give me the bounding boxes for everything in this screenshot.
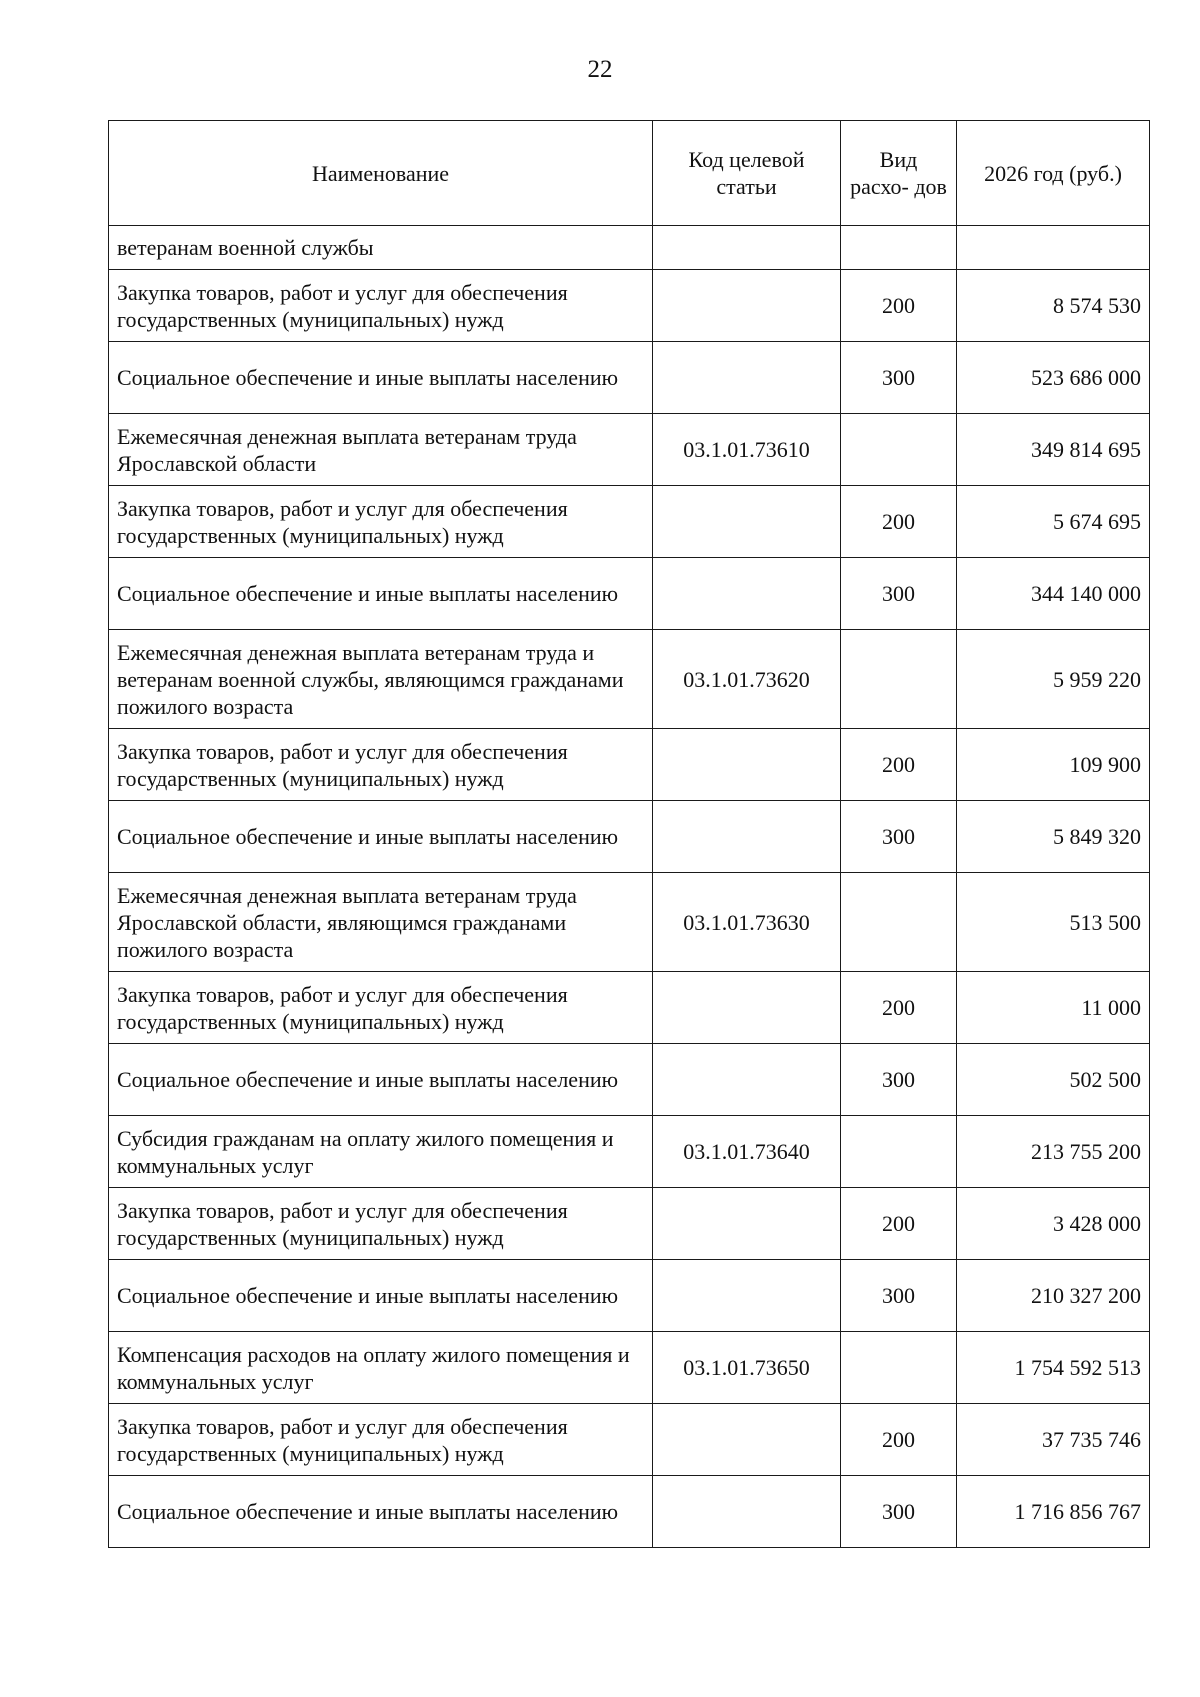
row-type: 200 [841, 1404, 957, 1476]
row-code: 03.1.01.73620 [653, 630, 841, 729]
row-amount: 349 814 695 [957, 414, 1150, 486]
header-amount: 2026 год (руб.) [957, 121, 1150, 226]
row-type [841, 1332, 957, 1404]
row-amount: 11 000 [957, 972, 1150, 1044]
table-row [109, 873, 1150, 972]
table-row [109, 801, 1150, 873]
row-name: Закупка товаров, работ и услуг для обеспечения государственных (муниципальных) нужд [109, 270, 653, 342]
row-code [653, 801, 841, 873]
row-type [841, 414, 957, 486]
row-type: 300 [841, 1476, 957, 1548]
row-code [653, 270, 841, 342]
row-code [653, 342, 841, 414]
row-name: Социальное обеспечение и иные выплаты населению [109, 1044, 653, 1116]
row-name: Социальное обеспечение и иные выплаты населению [109, 801, 653, 873]
row-amount: 513 500 [957, 873, 1150, 972]
table-row [109, 270, 1150, 342]
row-name: Закупка товаров, работ и услуг для обеспечения государственных (муниципальных) нужд [109, 729, 653, 801]
row-code [653, 1044, 841, 1116]
row-amount: 109 900 [957, 729, 1150, 801]
table-row [109, 630, 1150, 729]
table-row [109, 342, 1150, 414]
row-amount: 5 849 320 [957, 801, 1150, 873]
row-code [653, 486, 841, 558]
table-row [109, 558, 1150, 630]
table-row [109, 1188, 1150, 1260]
table-header-row [109, 121, 1150, 226]
row-amount: 523 686 000 [957, 342, 1150, 414]
row-type: 200 [841, 729, 957, 801]
row-code [653, 1476, 841, 1548]
row-name: Ежемесячная денежная выплата ветеранам труда и ветеранам военной службы, являющимся гражданами пожилого возраста [109, 630, 653, 729]
row-type: 300 [841, 342, 957, 414]
row-type [841, 630, 957, 729]
row-name: Закупка товаров, работ и услуг для обеспечения государственных (муниципальных) нужд [109, 486, 653, 558]
row-amount: 5 674 695 [957, 486, 1150, 558]
table-row [109, 1476, 1150, 1548]
row-amount: 210 327 200 [957, 1260, 1150, 1332]
row-name: Субсидия гражданам на оплату жилого помещения и коммунальных услуг [109, 1116, 653, 1188]
row-code: 03.1.01.73640 [653, 1116, 841, 1188]
page-number: 22 [587, 56, 613, 83]
row-amount [957, 226, 1150, 270]
row-code [653, 972, 841, 1044]
row-code: 03.1.01.73610 [653, 414, 841, 486]
row-code [653, 558, 841, 630]
row-type: 200 [841, 270, 957, 342]
header-name: Наименование [109, 121, 653, 226]
row-amount: 1 716 856 767 [957, 1476, 1150, 1548]
table-row [109, 1332, 1150, 1404]
row-name: Социальное обеспечение и иные выплаты населению [109, 1260, 653, 1332]
row-amount: 8 574 530 [957, 270, 1150, 342]
table-row [109, 226, 1150, 270]
row-amount: 3 428 000 [957, 1188, 1150, 1260]
row-code [653, 1404, 841, 1476]
row-type: 300 [841, 1044, 957, 1116]
header-type: Вид расхо- дов [841, 121, 957, 226]
table-row [109, 729, 1150, 801]
row-name: Закупка товаров, работ и услуг для обеспечения государственных (муниципальных) нужд [109, 972, 653, 1044]
row-name: Социальное обеспечение и иные выплаты населению [109, 342, 653, 414]
row-amount: 1 754 592 513 [957, 1332, 1150, 1404]
header-code: Код целевой статьи [653, 121, 841, 226]
row-code: 03.1.01.73630 [653, 873, 841, 972]
table-row [109, 972, 1150, 1044]
budget-table [108, 120, 1150, 1548]
row-type: 300 [841, 1260, 957, 1332]
table-row [109, 486, 1150, 558]
table-row [109, 1404, 1150, 1476]
table-row [109, 1044, 1150, 1116]
row-code [653, 226, 841, 270]
row-name: Социальное обеспечение и иные выплаты населению [109, 558, 653, 630]
row-name: Ежемесячная денежная выплата ветеранам труда Ярославской области, являющимся гражданами пожилого возраста [109, 873, 653, 972]
row-type [841, 226, 957, 270]
row-type: 200 [841, 486, 957, 558]
row-amount: 5 959 220 [957, 630, 1150, 729]
row-type: 300 [841, 801, 957, 873]
row-amount: 37 735 746 [957, 1404, 1150, 1476]
table-row [109, 414, 1150, 486]
row-amount: 502 500 [957, 1044, 1150, 1116]
row-code [653, 729, 841, 801]
row-amount: 344 140 000 [957, 558, 1150, 630]
table-row [109, 1260, 1150, 1332]
row-type: 200 [841, 972, 957, 1044]
row-code [653, 1188, 841, 1260]
row-type [841, 873, 957, 972]
row-name: Закупка товаров, работ и услуг для обеспечения государственных (муниципальных) нужд [109, 1188, 653, 1260]
row-type: 300 [841, 558, 957, 630]
row-name: Ежемесячная денежная выплата ветеранам труда Ярославской области [109, 414, 653, 486]
row-code [653, 1260, 841, 1332]
row-type [841, 1116, 957, 1188]
row-code: 03.1.01.73650 [653, 1332, 841, 1404]
table-row [109, 1116, 1150, 1188]
row-name: Закупка товаров, работ и услуг для обеспечения государственных (муниципальных) нужд [109, 1404, 653, 1476]
row-name: ветеранам военной службы [109, 226, 653, 270]
row-amount: 213 755 200 [957, 1116, 1150, 1188]
row-name: Компенсация расходов на оплату жилого помещения и коммунальных услуг [109, 1332, 653, 1404]
row-name: Социальное обеспечение и иные выплаты населению [109, 1476, 653, 1548]
row-type: 200 [841, 1188, 957, 1260]
